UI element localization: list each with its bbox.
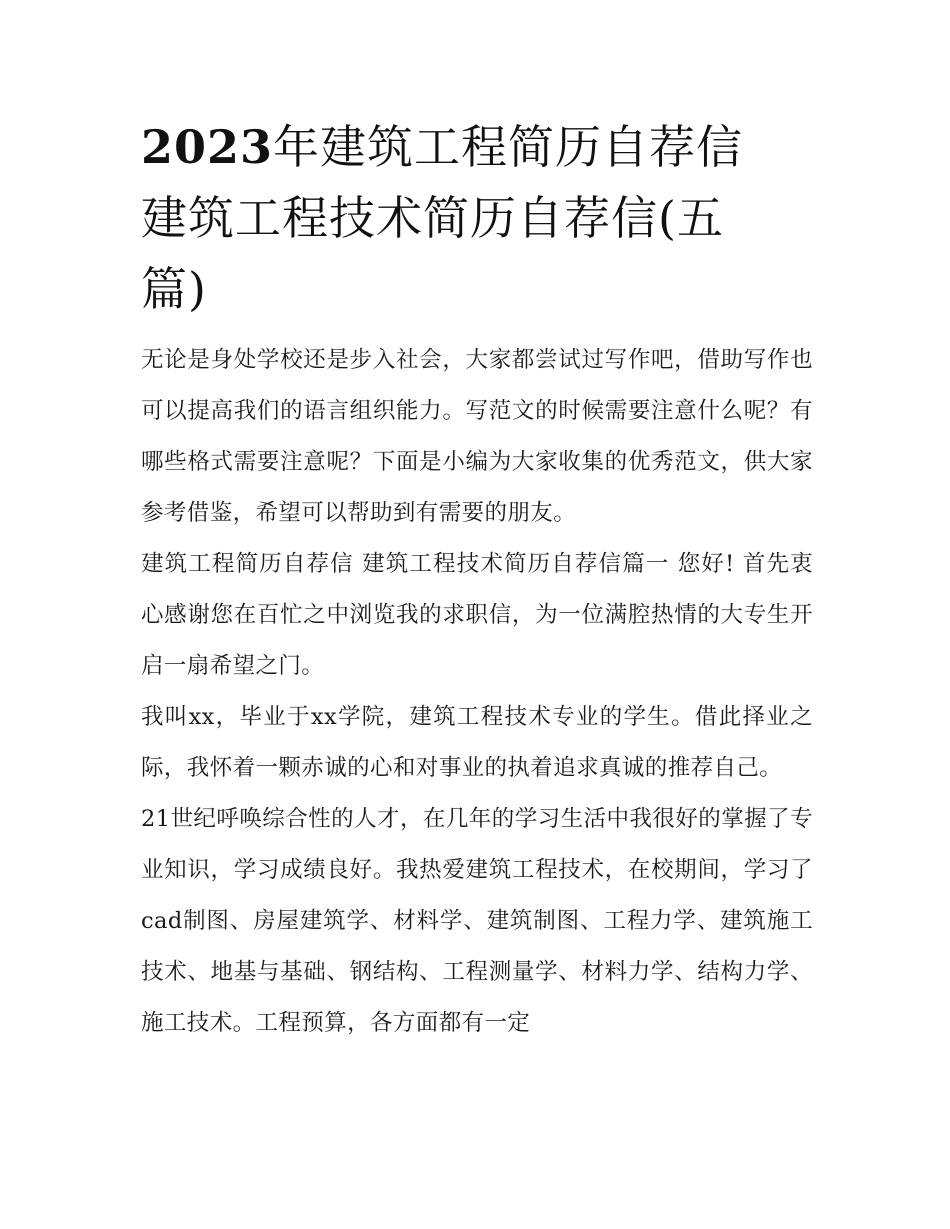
paragraph-skills: 21世纪呼唤综合性的人才，在几年的学习生活中我很好的掌握了专业知识，学习成绩良好。我热爱建筑工程技术，在校期间，学习了cad制图、房屋建筑学、材料学、建筑制图、工程力学、建筑施工技术、地基与基础、钢结构、工程测量学、材料力学、结构力学、施工技术。工程预算，各方面都有一定 [141,806,813,1036]
paragraph-self-intro: 我叫xx，毕业于xx学院，建筑工程技术专业的学生。借此择业之际，我怀着一颗赤诚的心和对事业的执着追求真诚的推荐自己。 [141,704,813,781]
document-body [141,335,813,1049]
title-year: 2023 [141,120,274,174]
paragraph-intro: 无论是身处学校还是步入社会，大家都尝试过写作吧，借助写作也可以提高我们的语言组织能力。写范文的时候需要注意什么呢？有哪些格式需要注意呢？下面是小编为大家收集的优秀范文，供大家参考借鉴，希望可以帮助到有需要的朋友。 [141,347,813,526]
paragraph-greeting: 建筑工程简历自荐信 建筑工程技术简历自荐信篇一 您好! 首先衷心感谢您在百忙之中浏览我的求职信，为一位满腔热情的大专生开启一扇希望之门。 [141,551,813,679]
document-title [141,112,813,325]
document-page [141,112,813,1049]
title-line-2: 建筑工程技术简历自荐信(五 [141,191,724,245]
title-line-1-text: 年建筑工程简历自荐信 [273,120,744,174]
title-line-3: 篇) [141,262,207,316]
title-line-1 [141,112,813,183]
